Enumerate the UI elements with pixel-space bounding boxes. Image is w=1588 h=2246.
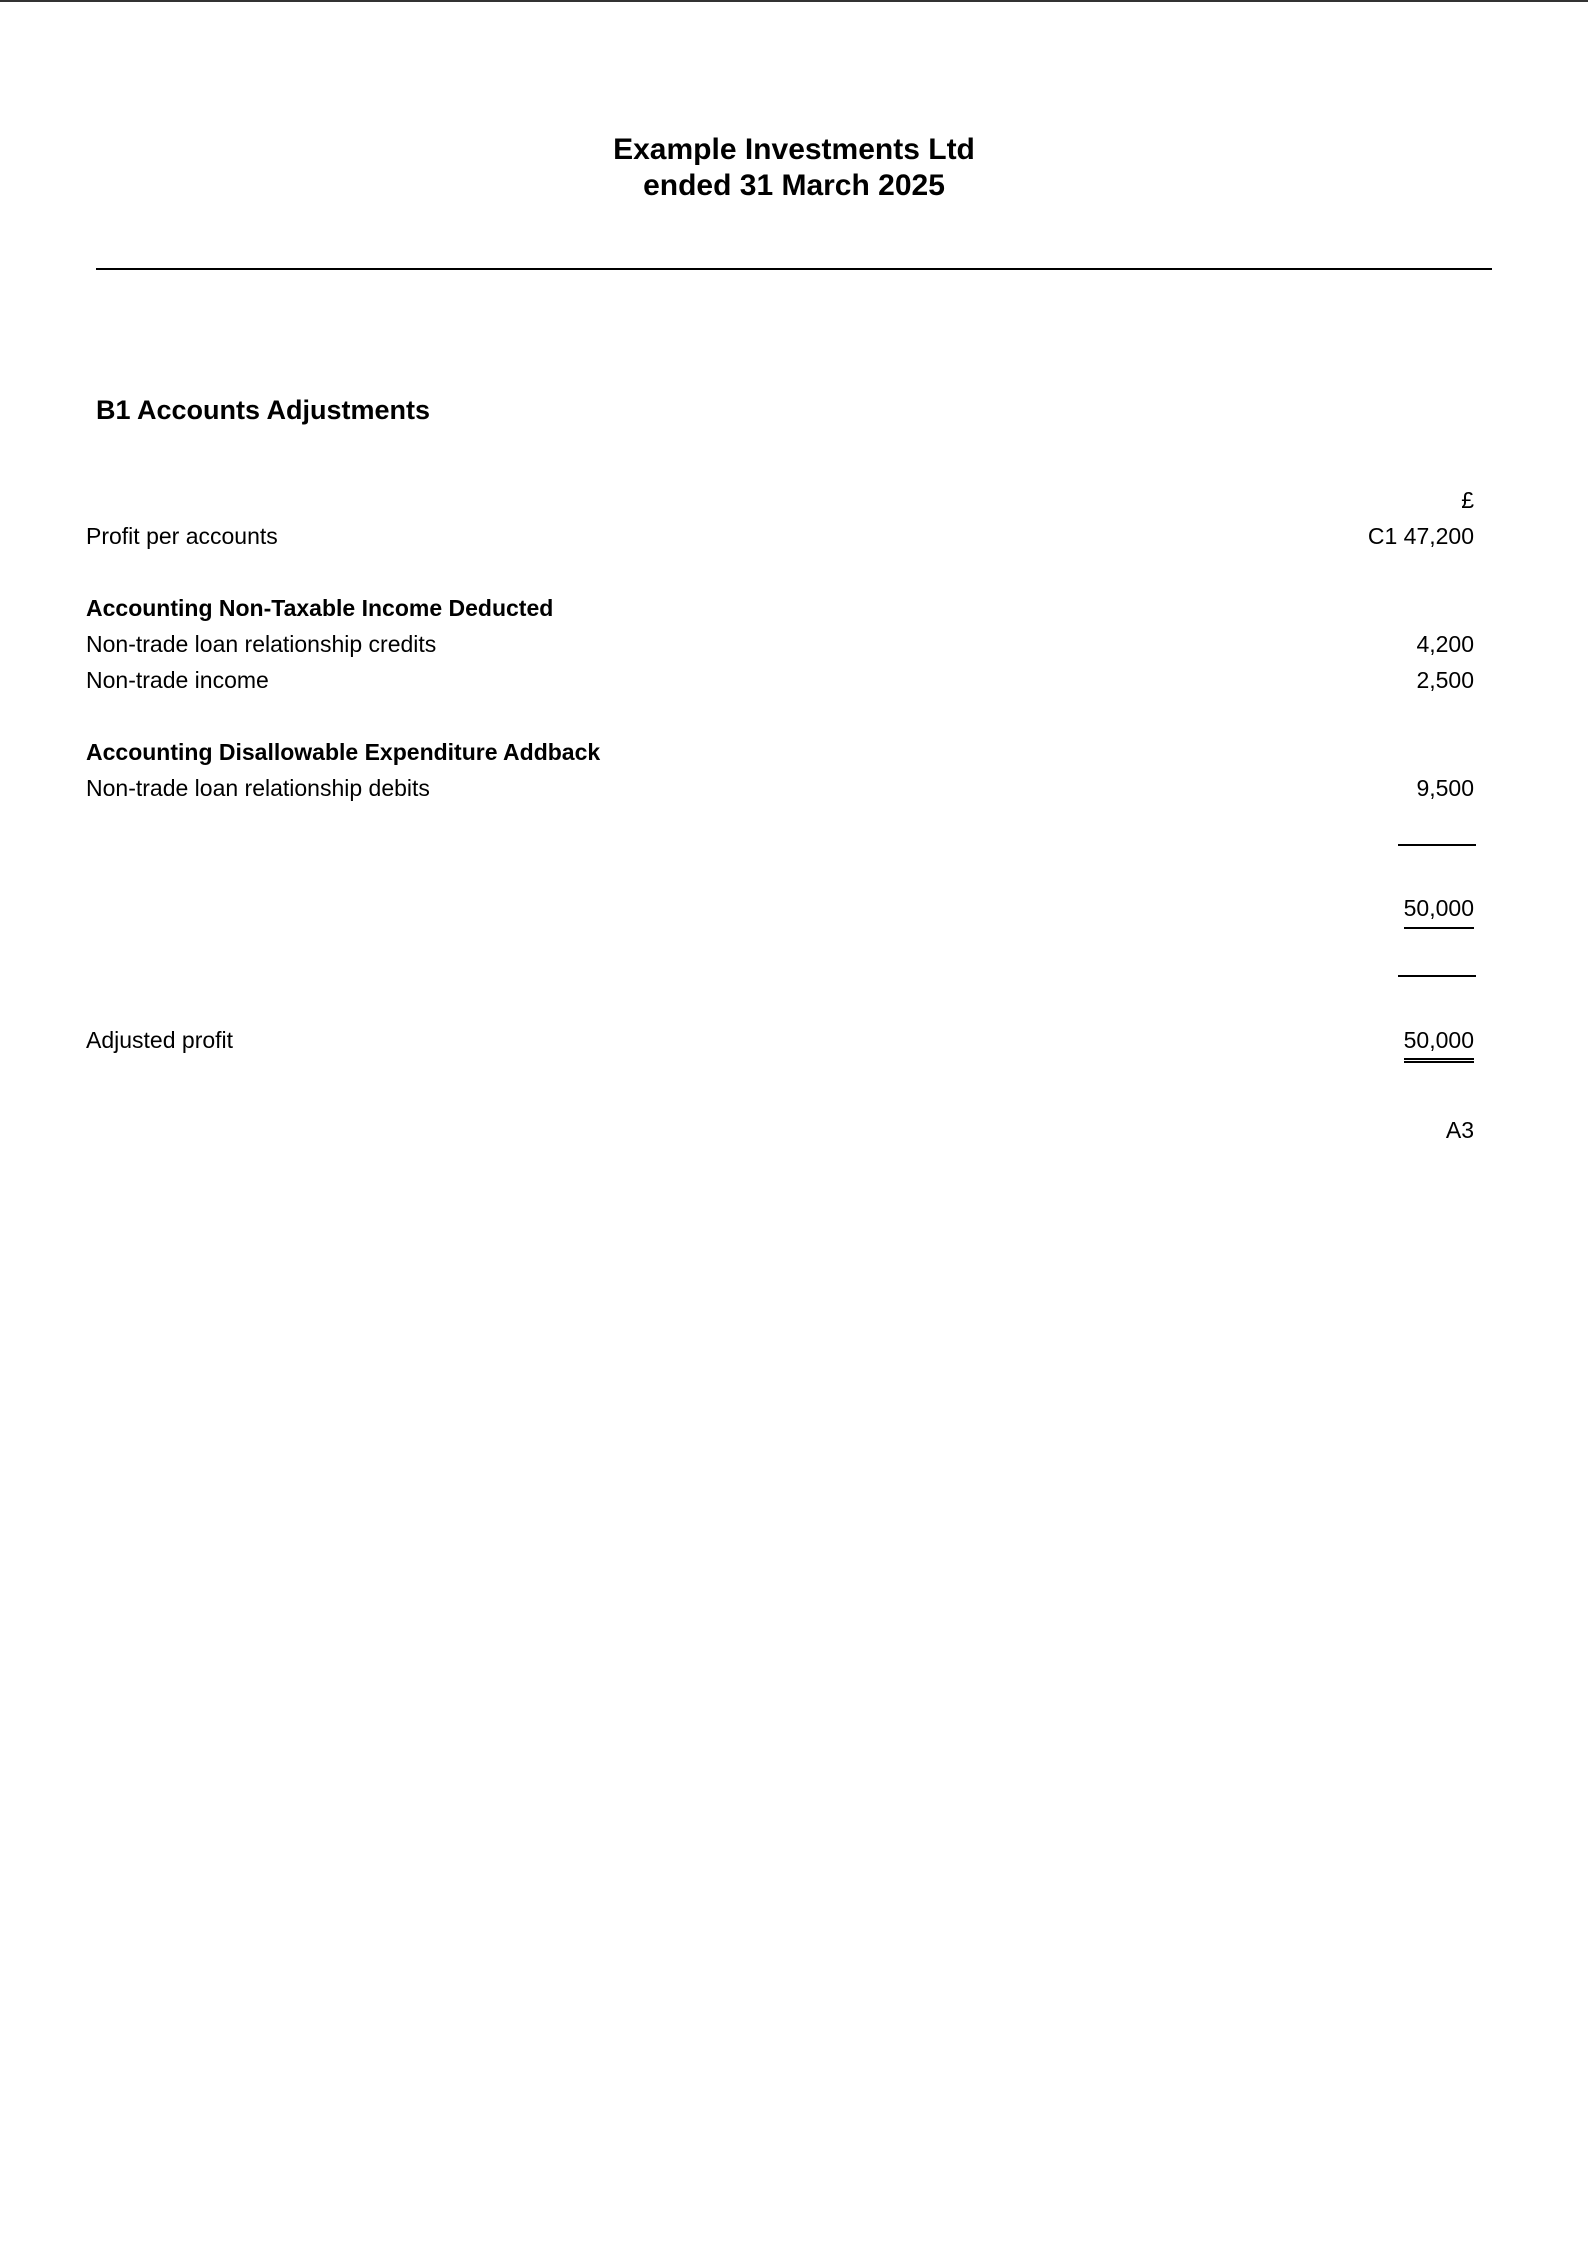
currency-column-header: £: [1461, 487, 1474, 513]
subtotal-value: 50,000: [1404, 893, 1474, 929]
adjusted-profit-value: 50,000: [1404, 1025, 1474, 1063]
reference-code: A3: [1445, 1117, 1474, 1143]
disallowable-expenditure-heading: Accounting Disallowable Expenditure Addback: [86, 739, 601, 765]
subtotal-rule: [1398, 844, 1476, 846]
profit-per-accounts-value: C1 47,200: [1367, 523, 1474, 549]
section-title: B1 Accounts Adjustments: [96, 395, 431, 425]
profit-per-accounts-label: Profit per accounts: [86, 523, 278, 549]
period-title: ended 31 March 2025: [643, 169, 945, 202]
adjusted-profit-label: Adjusted profit: [86, 1027, 234, 1053]
non-trade-income-label: Non-trade income: [86, 667, 269, 693]
non-trade-loan-debits-label: Non-trade loan relationship debits: [86, 775, 430, 801]
non-taxable-income-heading: Accounting Non-Taxable Income Deducted: [86, 595, 554, 621]
non-trade-loan-credits-label: Non-trade loan relationship credits: [86, 631, 437, 657]
non-trade-loan-credits-value: 4,200: [1416, 631, 1474, 657]
non-trade-loan-debits-value: 9,500: [1416, 775, 1474, 801]
adjusted-profit-rule: [1398, 975, 1476, 977]
header-divider: [96, 268, 1492, 270]
company-name: Example Investments Ltd: [613, 133, 975, 166]
non-trade-income-value: 2,500: [1416, 667, 1474, 693]
page-top-border: [0, 0, 1588, 2]
